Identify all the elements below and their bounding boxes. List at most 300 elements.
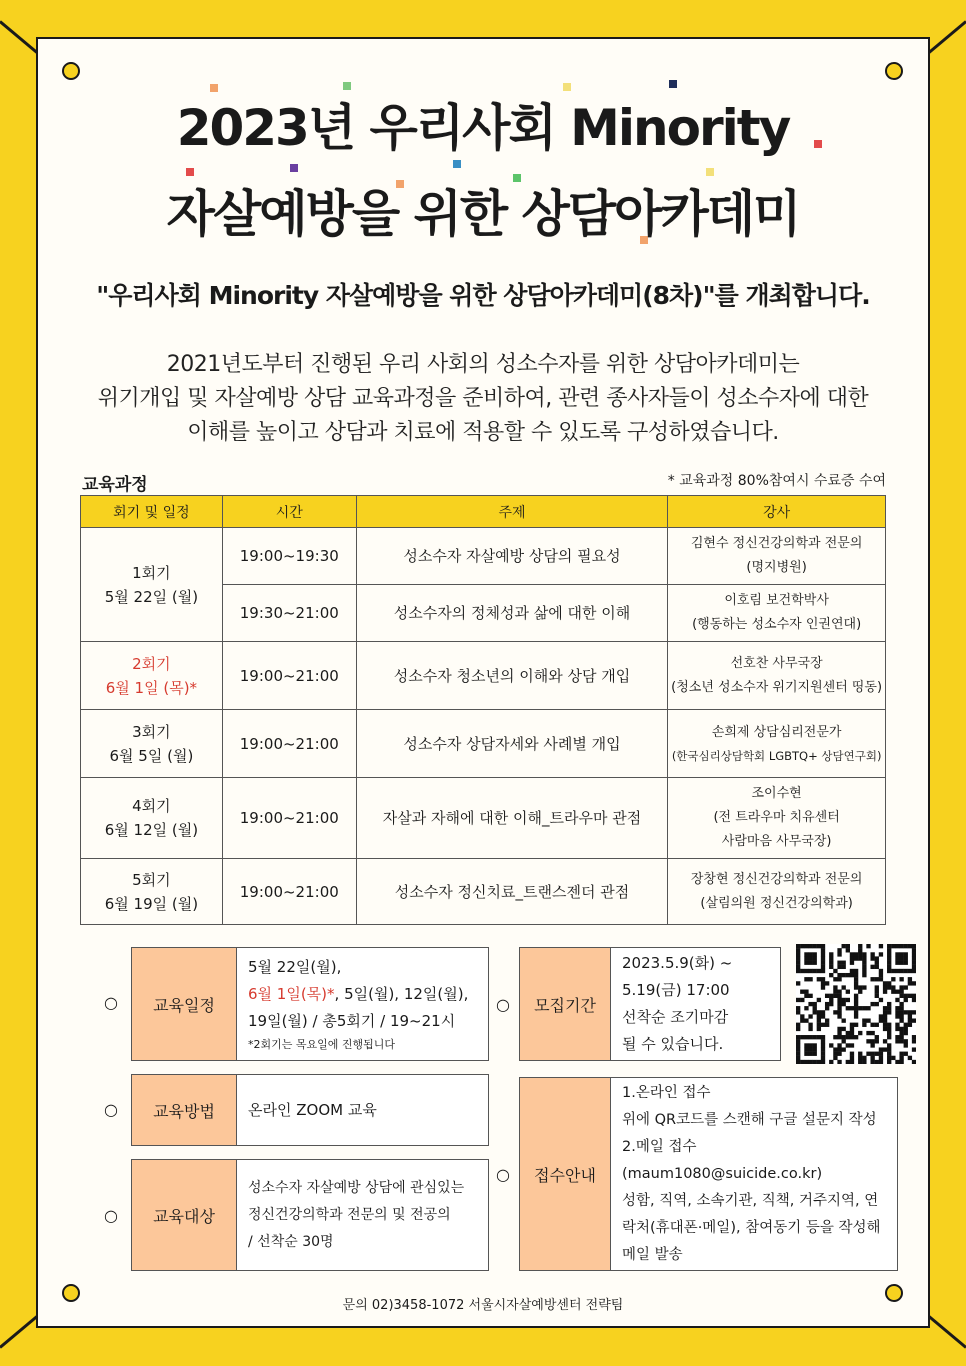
- qr-module: [846, 1006, 850, 1010]
- qr-module: [895, 998, 899, 1002]
- schedule-line: 5월 22일(월),: [248, 957, 342, 976]
- time-cell: 19:00~21:00: [222, 778, 356, 859]
- qr-module: [842, 1027, 846, 1031]
- qr-module: [899, 1056, 903, 1060]
- qr-module: [837, 948, 841, 952]
- qr-module: [850, 952, 854, 956]
- qr-module: [804, 1035, 808, 1039]
- qr-module: [887, 1056, 891, 1060]
- qr-module: [904, 969, 908, 973]
- qr-module: [862, 952, 866, 956]
- qr-module: [904, 961, 908, 965]
- curriculum-title: 교육과정: [82, 475, 148, 495]
- qr-module: [846, 1031, 850, 1035]
- session-date: 6월 5일 (월): [109, 746, 194, 765]
- qr-module: [899, 956, 903, 960]
- qr-module: [796, 1047, 800, 1051]
- qr-module: [875, 1052, 879, 1056]
- qr-module: [821, 956, 825, 960]
- method-box: [131, 1074, 489, 1146]
- qr-module: [796, 952, 800, 956]
- lecturer-affiliation: (명지병원): [746, 560, 807, 575]
- lecturer-affiliation: (한국심리상담학회 LGBTQ+ 상담연구회): [671, 748, 882, 763]
- qr-module: [821, 1035, 825, 1039]
- target-value: [236, 1160, 464, 1270]
- apply-line: 락처(휴대폰·메일), 참여동기 등을 작성해: [622, 1219, 881, 1236]
- qr-module: [825, 1006, 829, 1010]
- qr-module: [821, 981, 825, 985]
- qr-module: [899, 1039, 903, 1043]
- qr-module: [804, 961, 808, 965]
- apply-email: (maum1080@suicide.co.kr): [622, 1165, 823, 1182]
- qr-module: [887, 1052, 891, 1056]
- qr-module: [887, 1043, 891, 1047]
- qr-module: [883, 1006, 887, 1010]
- qr-module: [813, 956, 817, 960]
- recruit-line: 선착순 조기마감: [622, 1008, 729, 1026]
- qr-module: [899, 952, 903, 956]
- qr-module: [899, 944, 903, 948]
- time-cell: 19:00~19:30: [222, 528, 356, 585]
- table-row: [81, 778, 886, 859]
- qr-module: [821, 985, 825, 989]
- qr-module: [833, 1047, 837, 1051]
- recruit-label: 모집기간: [520, 948, 611, 1060]
- session-number: 5회기: [132, 870, 171, 889]
- schedule-box: [131, 947, 489, 1061]
- qr-module: [887, 1060, 891, 1064]
- qr-module: [808, 1035, 812, 1039]
- qr-module: [837, 1060, 841, 1064]
- qr-module: [895, 990, 899, 994]
- qr-module: [854, 1006, 858, 1010]
- qr-module: [850, 961, 854, 965]
- qr-module: [908, 1023, 912, 1027]
- topic-cell: 성소수자 자살예방 상담의 필요성: [356, 528, 668, 585]
- qr-module: [846, 944, 850, 948]
- qr-module: [837, 977, 841, 981]
- qr-module: [821, 1043, 825, 1047]
- qr-module: [825, 994, 829, 998]
- qr-module: [875, 1039, 879, 1043]
- curriculum-table: [80, 495, 886, 925]
- qr-module: [887, 944, 891, 948]
- qr-module: [895, 961, 899, 965]
- recruit-line: 2023.5.9(화) ~: [622, 954, 733, 972]
- qr-module: [813, 961, 817, 965]
- qr-module: [837, 1010, 841, 1014]
- qr-module: [800, 969, 804, 973]
- qr-module: [883, 1018, 887, 1022]
- title-line-2: 자살예방을 위한 상담아카데미: [166, 185, 800, 243]
- lecturer-name: 조이수현: [751, 786, 802, 801]
- qr-module: [858, 990, 862, 994]
- qr-module: [821, 1039, 825, 1043]
- qr-module: [825, 1002, 829, 1006]
- qr-module: [817, 944, 821, 948]
- qr-module: [842, 1002, 846, 1006]
- qr-module: [908, 1010, 912, 1014]
- qr-module: [908, 981, 912, 985]
- qr-module: [887, 1006, 891, 1010]
- qr-module: [891, 990, 895, 994]
- qr-module: [829, 998, 833, 1002]
- qr-module: [899, 1018, 903, 1022]
- qr-module: [837, 1006, 841, 1010]
- qr-module: [833, 1010, 837, 1014]
- qr-module: [912, 998, 916, 1002]
- qr-module: [899, 1060, 903, 1064]
- lecturer-affiliation: (청소년 성소수자 위기지원센터 띵동): [671, 679, 883, 695]
- qr-module: [875, 961, 879, 965]
- qr-module: [850, 1052, 854, 1056]
- footer-contact: 문의 02)3458-1072 서울시자살예방센터 전략팀: [342, 1298, 624, 1313]
- qr-module: [813, 1043, 817, 1047]
- certificate-note: * 교육과정 80%참여시 수료증 수여: [667, 473, 886, 489]
- qr-module: [837, 990, 841, 994]
- qr-module: [912, 944, 916, 948]
- qr-module: [904, 952, 908, 956]
- topic-cell: 성소수자 상담자세와 사례별 개입: [356, 710, 668, 778]
- qr-module: [904, 998, 908, 1002]
- lecturer-cell: [668, 642, 886, 710]
- qr-module: [887, 948, 891, 952]
- target-line: 정신건강의학과 전문의 및 전공의: [248, 1206, 451, 1223]
- qr-module: [796, 961, 800, 965]
- qr-module: [875, 990, 879, 994]
- qr-module: [804, 994, 808, 998]
- session-number: 1회기: [132, 563, 171, 582]
- apply-line: 성함, 직역, 소속기관, 직책, 거주지역, 연: [622, 1192, 879, 1209]
- schedule-line: [248, 981, 468, 1008]
- qr-module: [870, 1060, 874, 1064]
- qr-module: [854, 956, 858, 960]
- qr-module: [837, 1035, 841, 1039]
- time-cell: 19:00~21:00: [222, 710, 356, 778]
- qr-module: [837, 973, 841, 977]
- recruit-box: [519, 947, 781, 1061]
- qr-module: [870, 1031, 874, 1035]
- lecturer-affiliation: (살림의원 정신건강의학과): [700, 895, 853, 911]
- qr-module: [837, 994, 841, 998]
- qr-module: [879, 1060, 883, 1064]
- qr-module: [883, 981, 887, 985]
- qr-module: [800, 1018, 804, 1022]
- qr-module: [825, 1018, 829, 1022]
- qr-module: [854, 998, 858, 1002]
- qr-module: [899, 1014, 903, 1018]
- qr-module: [887, 956, 891, 960]
- apply-line: 2.메일 접수: [622, 1138, 697, 1155]
- qr-module: [875, 965, 879, 969]
- qr-module: [817, 1014, 821, 1018]
- qr-module: [904, 1010, 908, 1014]
- qr-module: [837, 1031, 841, 1035]
- qr-module: [842, 1035, 846, 1039]
- qr-module: [854, 1002, 858, 1006]
- target-line: / 선착순 30명: [248, 1233, 334, 1250]
- qr-module: [796, 1039, 800, 1043]
- qr-module: [796, 1060, 800, 1064]
- qr-module: [870, 965, 874, 969]
- qr-module: [899, 1027, 903, 1031]
- qr-module: [813, 969, 817, 973]
- time-cell: 19:00~21:00: [222, 859, 356, 925]
- qr-module: [891, 1056, 895, 1060]
- qr-module: [842, 1047, 846, 1051]
- lecturer-name: 선호찬 사무국장: [730, 655, 823, 671]
- qr-module: [800, 944, 804, 948]
- qr-module: [800, 1035, 804, 1039]
- qr-module: [813, 952, 817, 956]
- bullet-schedule: ○: [104, 993, 118, 1012]
- qr-module: [804, 1052, 808, 1056]
- lecturer-name: 이호림 보건학박사: [724, 593, 829, 608]
- qr-module: [883, 1047, 887, 1051]
- lecturer-cell: [668, 859, 886, 925]
- qr-module: [899, 1035, 903, 1039]
- qr-module: [879, 977, 883, 981]
- apply-line: 1.온라인 접수: [622, 1084, 711, 1101]
- qr-module: [846, 948, 850, 952]
- qr-module: [895, 1010, 899, 1014]
- qr-module: [821, 948, 825, 952]
- qr-module: [858, 952, 862, 956]
- lecturer-cell: [668, 710, 886, 778]
- qr-module: [800, 1014, 804, 1018]
- qr-module: [808, 994, 812, 998]
- qr-module: [883, 990, 887, 994]
- qr-module: [796, 965, 800, 969]
- qr-module: [854, 973, 858, 977]
- qr-module: [846, 990, 850, 994]
- qr-module: [854, 1023, 858, 1027]
- qr-module: [825, 981, 829, 985]
- qr-module: [837, 1043, 841, 1047]
- qr-module: [854, 977, 858, 981]
- qr-module: [883, 1010, 887, 1014]
- header-session: 회기 및 일정: [81, 496, 223, 528]
- qr-module: [866, 1052, 870, 1056]
- qr-module: [904, 1027, 908, 1031]
- qr-module: [870, 1002, 874, 1006]
- qr-module: [904, 944, 908, 948]
- qr-module: [904, 985, 908, 989]
- qr-module: [875, 985, 879, 989]
- qr-module: [912, 965, 916, 969]
- qr-module: [796, 956, 800, 960]
- qr-module: [875, 994, 879, 998]
- qr-module: [895, 1027, 899, 1031]
- session-cell: [81, 778, 223, 859]
- qr-module: [883, 985, 887, 989]
- qr-module: [887, 1035, 891, 1039]
- qr-module: [842, 1039, 846, 1043]
- session-number: 4회기: [132, 797, 171, 815]
- qr-module: [842, 973, 846, 977]
- qr-module: [912, 1060, 916, 1064]
- qr-module: [808, 961, 812, 965]
- qr-module: [796, 969, 800, 973]
- qr-module: [862, 1056, 866, 1060]
- qr-module: [813, 1052, 817, 1056]
- qr-module: [813, 1010, 817, 1014]
- qr-module: [891, 977, 895, 981]
- qr-module: [813, 1035, 817, 1039]
- qr-module: [829, 961, 833, 965]
- qr-module: [887, 1010, 891, 1014]
- qr-module: [875, 977, 879, 981]
- qr-module: [866, 1031, 870, 1035]
- qr-module: [899, 994, 903, 998]
- qr-module: [817, 1035, 821, 1039]
- qr-module: [887, 961, 891, 965]
- qr-module: [875, 956, 879, 960]
- subtitle: "우리사회 Minority 자살예방을 위한 상담아카데미(8차)"를 개최합니다.: [96, 281, 870, 310]
- qr-module: [912, 956, 916, 960]
- bullet-recruit: ○: [496, 995, 510, 1014]
- lecturer-affiliation: (전 트라우마 치유센터: [713, 810, 840, 825]
- qr-module: [866, 1039, 870, 1043]
- qr-module: [879, 973, 883, 977]
- qr-module: [846, 998, 850, 1002]
- qr-module: [858, 948, 862, 952]
- qr-module: [912, 948, 916, 952]
- qr-module: [821, 1056, 825, 1060]
- qr-module: [870, 1023, 874, 1027]
- schedule-value: [236, 948, 468, 1060]
- qr-module: [833, 985, 837, 989]
- qr-module: [850, 1035, 854, 1039]
- qr-module: [804, 969, 808, 973]
- qr-module: [800, 990, 804, 994]
- schedule-thursday: 6월 1일(목)*: [248, 984, 335, 1003]
- qr-module: [883, 1039, 887, 1043]
- qr-module: [908, 944, 912, 948]
- qr-module: [850, 969, 854, 973]
- target-label: 교육대상: [132, 1160, 237, 1270]
- qr-code-graphic: [796, 944, 916, 1064]
- qr-module: [837, 1002, 841, 1006]
- qr-module: [858, 1056, 862, 1060]
- qr-module: [891, 969, 895, 973]
- qr-module: [829, 952, 833, 956]
- qr-module: [895, 952, 899, 956]
- qr-module: [854, 1010, 858, 1014]
- qr-module: [829, 956, 833, 960]
- qr-module: [862, 1018, 866, 1022]
- qr-module: [850, 1060, 854, 1064]
- qr-module: [821, 961, 825, 965]
- apply-line: 위에 QR코드를 스캔해 구글 설문지 작성: [622, 1111, 877, 1128]
- qr-module: [904, 956, 908, 960]
- table-row: [81, 528, 886, 585]
- qr-module: [808, 1002, 812, 1006]
- qr-module: [842, 944, 846, 948]
- qr-module: [850, 1006, 854, 1010]
- pin-top-left: [62, 62, 80, 80]
- qr-module: [870, 1043, 874, 1047]
- qr-module: [895, 1006, 899, 1010]
- qr-module: [895, 956, 899, 960]
- qr-module: [870, 1052, 874, 1056]
- session-date: 6월 12일 (월): [104, 821, 199, 839]
- qr-module: [850, 973, 854, 977]
- qr-module: [875, 1060, 879, 1064]
- qr-module: [908, 977, 912, 981]
- session-cell: [81, 710, 223, 778]
- qr-module: [899, 1031, 903, 1035]
- qr-module: [899, 961, 903, 965]
- qr-module: [870, 956, 874, 960]
- session-cell: [81, 642, 223, 710]
- qr-module: [796, 1043, 800, 1047]
- qr-module: [829, 1043, 833, 1047]
- schedule-line: 19일(월) / 총5회기 / 19~21시: [248, 1011, 456, 1030]
- qr-module: [908, 1018, 912, 1022]
- qr-module: [796, 998, 800, 1002]
- qr-module: [842, 965, 846, 969]
- qr-module: [833, 1035, 837, 1039]
- qr-module: [808, 977, 812, 981]
- qr-module: [829, 994, 833, 998]
- schedule-dates: , 5일(월), 12일(월),: [334, 984, 469, 1003]
- qr-module: [895, 1035, 899, 1039]
- qr-module: [891, 944, 895, 948]
- qr-module: [879, 1047, 883, 1051]
- qr-module: [883, 1014, 887, 1018]
- qr-module: [813, 1006, 817, 1010]
- qr-module: [808, 1047, 812, 1051]
- qr-module: [821, 944, 825, 948]
- qr-module: [912, 952, 916, 956]
- qr-module: [875, 1035, 879, 1039]
- qr-module: [829, 965, 833, 969]
- qr-module: [842, 998, 846, 1002]
- qr-module: [800, 1060, 804, 1064]
- qr-module: [862, 985, 866, 989]
- qr-module: [817, 998, 821, 1002]
- qr-module: [817, 969, 821, 973]
- qr-module: [912, 1018, 916, 1022]
- lecturer-cell: [668, 528, 886, 585]
- qr-module: [887, 952, 891, 956]
- qr-module: [796, 1023, 800, 1027]
- qr-code[interactable]: [796, 944, 916, 1064]
- method-label: 교육방법: [132, 1075, 237, 1145]
- qr-module: [887, 969, 891, 973]
- qr-module: [887, 1047, 891, 1051]
- qr-module: [870, 977, 874, 981]
- intro-text: [40, 348, 926, 450]
- qr-module: [912, 1010, 916, 1014]
- qr-module: [837, 1047, 841, 1051]
- qr-module: [899, 969, 903, 973]
- qr-module: [808, 1060, 812, 1064]
- qr-module: [833, 1056, 837, 1060]
- qr-module: [904, 1039, 908, 1043]
- qr-module: [854, 952, 858, 956]
- time-cell: 19:30~21:00: [222, 585, 356, 642]
- target-box: [131, 1159, 489, 1271]
- qr-module: [912, 1039, 916, 1043]
- table-header-row: [81, 496, 886, 528]
- qr-module: [808, 969, 812, 973]
- qr-module: [879, 1056, 883, 1060]
- qr-module: [837, 1027, 841, 1031]
- session-cell: [81, 859, 223, 925]
- qr-module: [846, 1060, 850, 1064]
